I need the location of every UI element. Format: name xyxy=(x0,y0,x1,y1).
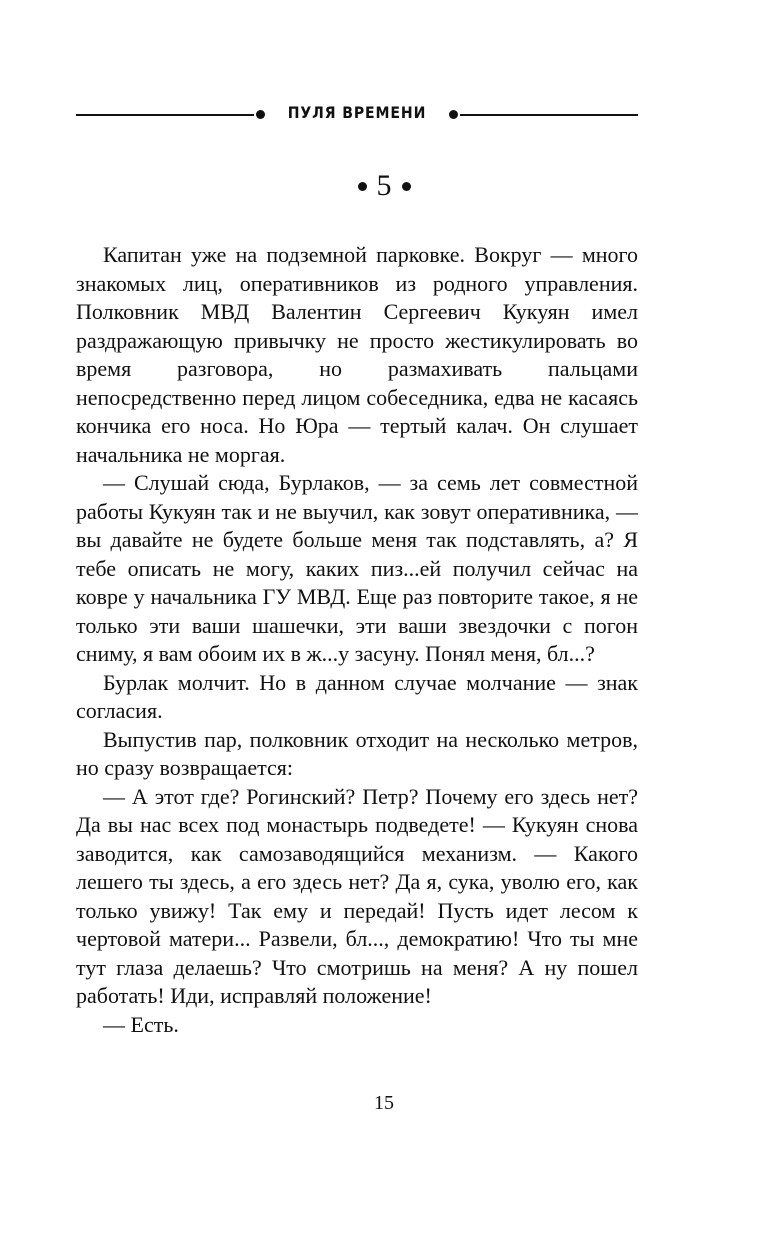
chapter-number: 5 xyxy=(376,169,392,202)
running-header xyxy=(76,102,638,126)
header-bullet-left xyxy=(256,110,265,119)
paragraph: — Слушай сюда, Бурлаков, — за семь лет совместной работы Кукуян так и не выучил, как зовут оперативника, — вы давайте не будете больше меня так подставлять, а? Я тебе описать не могу, каких пиз...ей получил сейчас на ковре у начальника ГУ МВД. Еще раз повторите такое, я не только эти ваши шашечки, эти ваши звездочки с погон сниму, я вам обоим их в ж...у засуну. Понял меня, бл...? xyxy=(76,470,638,666)
body-text xyxy=(76,241,638,1039)
chapter-bullet-left xyxy=(358,182,367,191)
paragraph: Капитан уже на подземной парковке. Вокруг — много знакомых лиц, оперативников из родного управления. Полковник МВД Валентин Сергеевич Кукуян имел раздражающую привычку не просто жестикулировать во время разговора, но размахивать пальцами непосредственно перед лицом собеседника, едва не касаясь кончика его носа. Но Юра — тертый калач. Он слушает начальника не моргая. xyxy=(76,242,638,467)
chapter-heading xyxy=(0,168,768,204)
page-number: 15 xyxy=(374,1092,394,1114)
header-bullet-right xyxy=(449,110,458,119)
paragraph: — Есть. xyxy=(103,1011,179,1037)
header-rule-left xyxy=(76,114,254,116)
header-rule-right xyxy=(460,114,638,116)
paragraph: Выпустив пар, полковник отходит на несколько метров, но сразу возвращается: xyxy=(76,726,638,780)
chapter-bullet-right xyxy=(402,182,411,191)
paragraph: Бурлак молчит. Но в данном случае молчание — знак согласия. xyxy=(76,669,638,723)
paragraph: — А этот где? Рогинский? Петр? Почему его здесь нет? Да вы нас всех под монастырь подведете! — Кукуян снова заводится, как самозаводящийся механизм. — Какого лешего ты здесь, а его здесь нет? Да я, сука, уволю его, как только увижу! Так ему и передай! Пусть идет лесом к чертовой матери... Развели, бл..., демократию! Что ты мне тут глаза делаешь? Что смотришь на меня? А ну пошел работать! Иди, исправляй положение! xyxy=(76,783,638,1008)
running-header-title: ПУЛЯ ВРЕМЕНИ xyxy=(287,103,427,122)
